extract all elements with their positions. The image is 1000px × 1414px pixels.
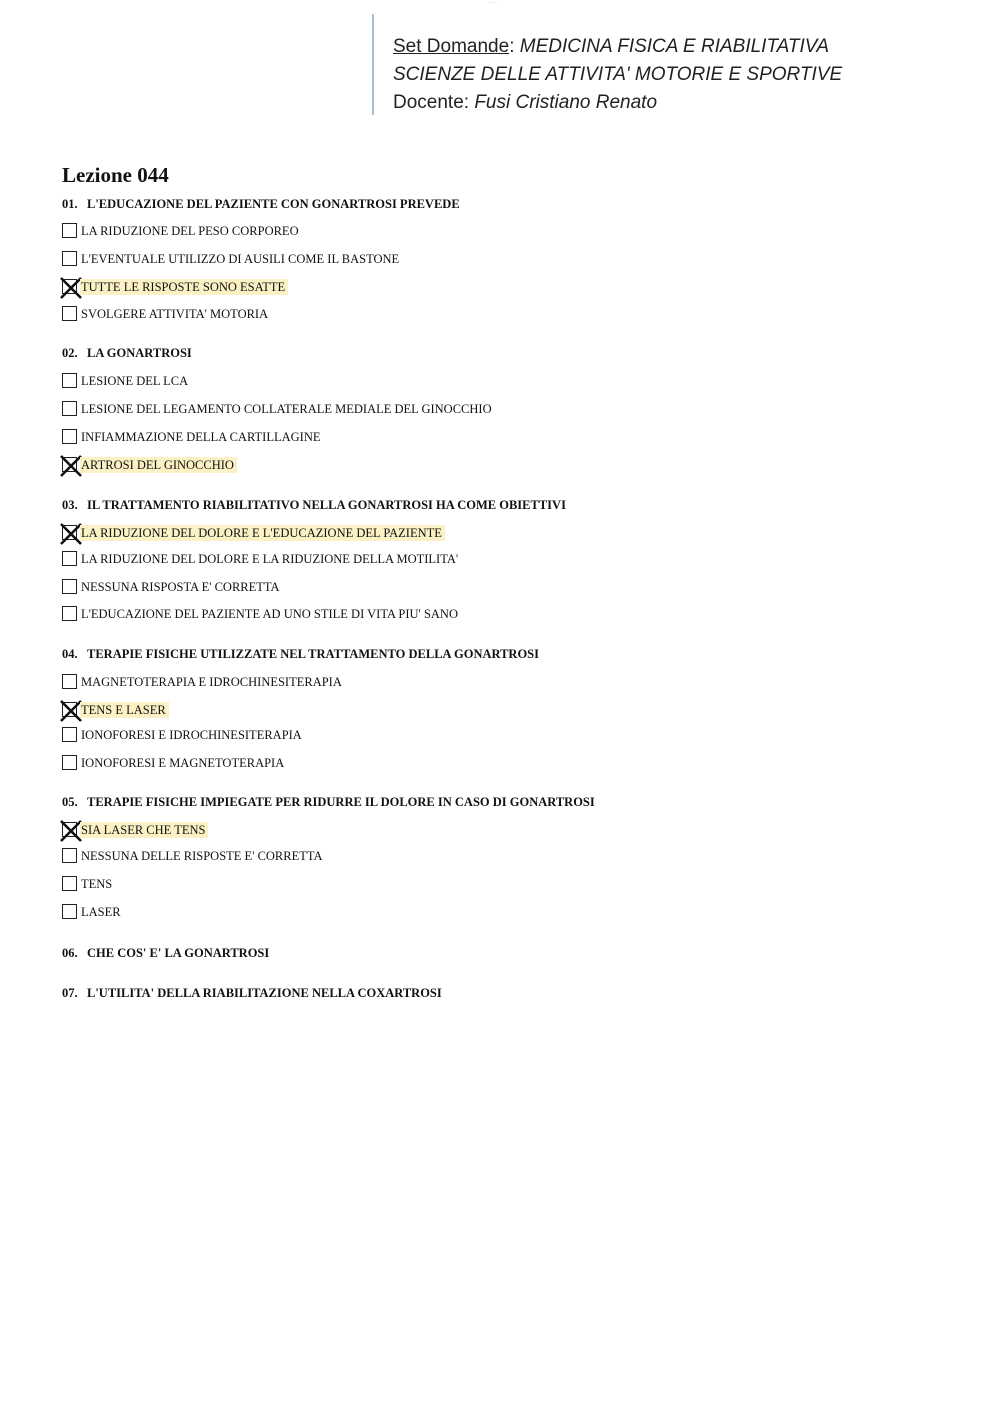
- checkbox[interactable]: [62, 223, 77, 238]
- question-text: L'UTILITA' DELLA RIABILITAZIONE NELLA COXARTROSI: [87, 986, 442, 1000]
- checked-checkbox[interactable]: [62, 279, 77, 294]
- teacher-name: Fusi Cristiano Renato: [474, 92, 658, 113]
- question-number: 04.: [62, 647, 78, 661]
- option-text: TENS E LASER: [80, 702, 169, 718]
- question-1-heading: [62, 197, 460, 212]
- option-text: LA RIDUZIONE DEL PESO CORPOREO: [81, 224, 299, 238]
- checkbox[interactable]: [62, 904, 77, 919]
- question-number: 03.: [62, 498, 78, 512]
- option-text: IONOFORESI E MAGNETOTERAPIA: [81, 756, 285, 770]
- checkbox[interactable]: [62, 251, 77, 266]
- option-text: L'EVENTUALE UTILIZZO DI AUSILI COME IL BASTONE: [81, 252, 400, 266]
- option-text: SIA LASER CHE TENS: [80, 822, 208, 838]
- checked-checkbox[interactable]: [62, 457, 77, 472]
- option-text: TUTTE LE RISPOSTE SONO ESATTE: [80, 279, 288, 295]
- question-text: LA GONARTROSI: [87, 346, 192, 360]
- option-text: SVOLGERE ATTIVITA' MOTORIA: [81, 307, 269, 321]
- option-text: TENS: [81, 877, 113, 891]
- option-text: ARTROSI DEL GINOCCHIO: [80, 457, 237, 473]
- set-line: [393, 36, 829, 58]
- option-text: LA RIDUZIONE DEL DOLORE E LA RIDUZIONE DELLA MOTILITA': [81, 552, 459, 566]
- question-7-heading: [62, 986, 442, 1001]
- question-number: 07.: [62, 986, 78, 1000]
- question-text: TERAPIE FISICHE IMPIEGATE PER RIDURRE IL DOLORE IN CASO DI GONARTROSI: [87, 795, 595, 809]
- question-5-heading: [62, 795, 595, 810]
- teacher-line: [393, 92, 657, 114]
- question-number: 01.: [62, 197, 78, 211]
- question-3-heading: [62, 498, 566, 513]
- lesson-title: Lezione 044: [62, 163, 169, 187]
- checkbox[interactable]: [62, 429, 77, 444]
- option-text: LASER: [81, 905, 121, 919]
- option-text: LESIONE DEL LEGAMENTO COLLATERALE MEDIALE DEL GINOCCHIO: [81, 402, 492, 416]
- page-marker: ..........: [488, 1, 498, 4]
- document-header: [372, 14, 934, 115]
- question-6-heading: [62, 946, 269, 961]
- question-text: L'EDUCAZIONE DEL PAZIENTE CON GONARTROSI PREVEDE: [87, 197, 460, 211]
- checked-checkbox[interactable]: [62, 702, 77, 717]
- course-name-line2: SCIENZE DELLE ATTIVITA' MOTORIE E SPORTIVE: [393, 64, 843, 85]
- checkbox[interactable]: [62, 876, 77, 891]
- checkbox[interactable]: [62, 579, 77, 594]
- checkbox[interactable]: [62, 674, 77, 689]
- option-text: MAGNETOTERAPIA E IDROCHINESITERAPIA: [81, 675, 342, 689]
- checkbox[interactable]: [62, 727, 77, 742]
- question-4-heading: [62, 647, 539, 662]
- checked-checkbox[interactable]: [62, 525, 77, 540]
- checkbox[interactable]: [62, 551, 77, 566]
- question-text: TERAPIE FISICHE UTILIZZATE NEL TRATTAMENTO DELLA GONARTROSI: [87, 647, 539, 661]
- checkbox[interactable]: [62, 306, 77, 321]
- checked-checkbox[interactable]: [62, 822, 77, 837]
- checkbox[interactable]: [62, 848, 77, 863]
- option-text: NESSUNA DELLE RISPOSTE E' CORRETTA: [81, 849, 323, 863]
- teacher-label: Docente:: [393, 92, 470, 113]
- question-number: 02.: [62, 346, 78, 360]
- question-2-heading: [62, 346, 192, 361]
- question-number: 05.: [62, 795, 78, 809]
- question-text: IL TRATTAMENTO RIABILITATIVO NELLA GONARTROSI HA COME OBIETTIVI: [87, 498, 566, 512]
- option-text: LA RIDUZIONE DEL DOLORE E L'EDUCAZIONE DEL PAZIENTE: [80, 525, 445, 541]
- option-text: INFIAMMAZIONE DELLA CARTILLAGINE: [81, 430, 321, 444]
- checkbox[interactable]: [62, 373, 77, 388]
- option-text: L'EDUCAZIONE DEL PAZIENTE AD UNO STILE DI VITA PIU' SANO: [81, 607, 458, 621]
- set-separator: :: [509, 36, 515, 57]
- question-number: 06.: [62, 946, 78, 960]
- checkbox[interactable]: [62, 755, 77, 770]
- option-text: IONOFORESI E IDROCHINESITERAPIA: [81, 728, 302, 742]
- question-text: CHE COS' E' LA GONARTROSI: [87, 946, 270, 960]
- option-text: LESIONE DEL LCA: [81, 374, 189, 388]
- set-label: Set Domande: [393, 36, 510, 57]
- checkbox[interactable]: [62, 606, 77, 621]
- checkbox[interactable]: [62, 401, 77, 416]
- option-text: NESSUNA RISPOSTA E' CORRETTA: [81, 580, 280, 594]
- course-name-line1: MEDICINA FISICA E RIABILITATIVA: [519, 36, 830, 57]
